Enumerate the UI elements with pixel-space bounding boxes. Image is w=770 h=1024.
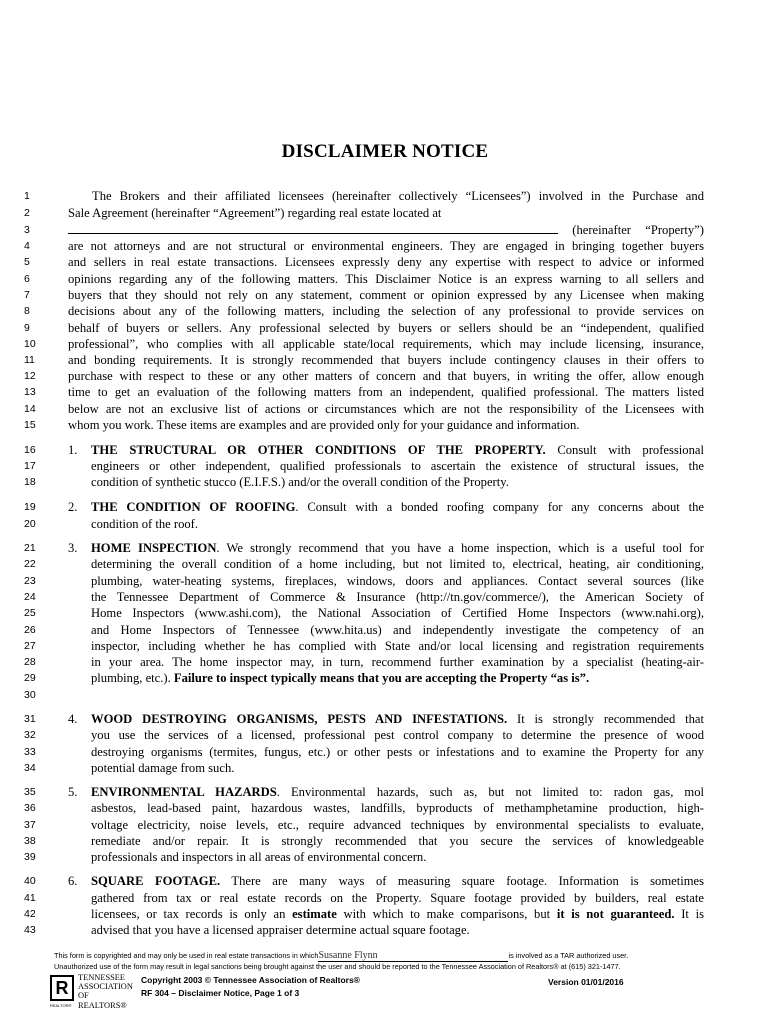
line-text: in your area. The home inspector may, in turn, recommend further examination by a specialist (heating-air-: [91, 655, 704, 669]
document-line: [0, 254, 770, 270]
line-number: 6: [24, 273, 30, 285]
document-line: [0, 670, 770, 686]
document-line: [0, 442, 770, 458]
association-line-1: TENNESSEE: [78, 973, 125, 982]
item-number: 1.: [68, 443, 78, 457]
footer-copyright-notice: [54, 950, 734, 962]
document-line: [0, 873, 770, 889]
document-line: [0, 540, 770, 556]
line-text: remediate and/or repair. It is strongly recommended that you secure the services of knowledgeable: [91, 834, 704, 848]
item-number: 2.: [68, 500, 78, 514]
document-line: [0, 654, 770, 670]
line-number: 1: [24, 190, 30, 202]
line-number: 22: [24, 558, 36, 570]
line-number: 35: [24, 786, 36, 798]
line-number: 19: [24, 501, 36, 513]
line-text: SQUARE FOOTAGE. There are many ways of measuring square footage. Information is sometimes: [91, 874, 704, 888]
line-text: asbestos, lead-based paint, hazardous wastes, landfills, byproducts of methamphetamine production, high-: [91, 801, 704, 815]
line-text: advised that you have a licensed appraiser determine actual square footage.: [91, 923, 470, 937]
line-number: 32: [24, 729, 36, 741]
form-identifier: RF 304 – Disclaimer Notice, Page 1 of 3: [141, 988, 300, 998]
line-number: 21: [24, 542, 36, 554]
line-number: 10: [24, 338, 36, 350]
line-number: 15: [24, 419, 36, 431]
line-text: time to get an evaluation of the following matters from an independent, qualified professional. The matters listed: [68, 385, 704, 399]
line-text: behalf of buyers or sellers. Any professional selected by buyers or sellers should be an “independent, qualified: [68, 321, 704, 335]
document-line: [0, 556, 770, 572]
document-line: [0, 401, 770, 417]
line-text: voltage electricity, noise levels, etc., require advanced techniques by environmental specialists to evaluate,: [91, 818, 704, 832]
line-number: 23: [24, 575, 36, 587]
line-number: 13: [24, 386, 36, 398]
line-text: plumbing, water-heating systems, fireplaces, windows, doors and appliances. Contact several sources (like: [91, 574, 704, 588]
association-name: [78, 973, 133, 1010]
line-number: 42: [24, 908, 36, 920]
line-text: professional”, who complies with all applicable state/local requirements, which may include licensing, insurance,: [68, 337, 704, 351]
line-number: 4: [24, 240, 30, 252]
document-line: [0, 800, 770, 816]
document-line: [0, 352, 770, 368]
footer-unauthorized-use: Unauthorized use of the form may result in legal sanctions being brought against the user and should be reported to the Tennessee Association of Realtors® at (615) 321-1477.: [54, 962, 621, 971]
line-text: (hereinafter “Property”): [68, 222, 704, 238]
line-text: below are not an exclusive list of actions or circumstances which are not the responsibility of the Licensees with: [68, 402, 704, 416]
line-number: 25: [24, 607, 36, 619]
document-line: [0, 573, 770, 589]
line-number: 24: [24, 591, 36, 603]
document-line: [0, 922, 770, 938]
line-text: purchase with respect to these or any other matters of concern and that buyers, in writing the offer, allow enough: [68, 369, 704, 383]
document-line: [0, 336, 770, 352]
line-text: and Home Inspectors of Tennessee (www.hita.us) and independently investigate the competency of an: [91, 623, 704, 637]
line-number: 39: [24, 851, 36, 863]
line-number: 14: [24, 403, 36, 415]
line-text: destroying organisms (termites, fungus, etc.) or other pests or infestations and to examine the Property for any: [91, 745, 704, 759]
document-line: [0, 638, 770, 654]
line-number: 34: [24, 762, 36, 774]
line-text: WOOD DESTROYING ORGANISMS, PESTS AND INFESTATIONS. It is strongly recommended that: [91, 712, 704, 726]
line-text: ENVIRONMENTAL HAZARDS. Environmental hazards, such as, but not limited to: radon gas, mol: [91, 785, 704, 799]
line-number: 41: [24, 892, 36, 904]
property-address-field[interactable]: [68, 222, 558, 234]
document-line: [0, 499, 770, 515]
document-line: [0, 287, 770, 303]
document-line: [0, 303, 770, 319]
line-number: 18: [24, 476, 36, 488]
line-text: buyers that they should not rely on any statement, comment or opinion expressed by any Licensee when making: [68, 288, 704, 302]
line-number: 28: [24, 656, 36, 668]
line-number: 5: [24, 256, 30, 268]
copyright-text: Copyright 2003 © Tennessee Association of Realtors®: [141, 975, 360, 985]
line-text: and sellers in real estate transactions. Licensees expressly deny any expertise with respect to advice or informed: [68, 255, 704, 269]
signature-name: Susanne Flynn: [318, 950, 378, 961]
document-line: [0, 622, 770, 638]
line-text: licensees, or tax records is only an estimate with which to make comparisons, but it is not guaranteed. It is: [91, 907, 704, 921]
line-text: condition of the roof.: [91, 517, 199, 531]
line-text: potential damage from such.: [91, 761, 235, 775]
line-text: plumbing, etc.). Failure to inspect typically means that you are accepting the Property “as is”.: [91, 671, 590, 685]
document-line: [0, 516, 770, 532]
line-number: 2: [24, 207, 30, 219]
document-line: [0, 368, 770, 384]
line-text: whom you work. These items are examples and are provided only for your guidance and information.: [68, 418, 580, 432]
line-number: 17: [24, 460, 36, 472]
line-number: 36: [24, 802, 36, 814]
line-number: 31: [24, 713, 36, 725]
line-number: 20: [24, 518, 36, 530]
line-text: gathered from tax or real estate records on the Property. Square footage provided by builders, real estate: [91, 891, 704, 905]
line-number: 30: [24, 689, 36, 701]
document-line: [0, 384, 770, 400]
item-number: 5.: [68, 785, 78, 799]
document-line: [0, 849, 770, 865]
document-line: [0, 238, 770, 254]
document-line: [0, 188, 770, 204]
item-number: 6.: [68, 874, 78, 888]
line-text: determining the overall condition of a home including, but not limited to, electrical, heating, air conditioning,: [91, 557, 704, 571]
document-line: [0, 458, 770, 474]
footer-line1-pre: This form is copyrighted and may only be used in real estate transactions in which: [54, 951, 319, 960]
line-number: 7: [24, 289, 30, 301]
line-number: 8: [24, 305, 30, 317]
line-number: 43: [24, 924, 36, 936]
authorized-user-signature: [318, 950, 508, 962]
line-number: 40: [24, 875, 36, 887]
line-text: The Brokers and their affiliated licensees (hereinafter collectively “Licensees”) involved in the Purchase and: [92, 189, 704, 203]
realtor-mark: REALTOR®: [50, 1003, 72, 1008]
document-line: [0, 711, 770, 727]
document-line: [0, 687, 770, 703]
line-text: THE STRUCTURAL OR OTHER CONDITIONS OF THE PROPERTY. Consult with professional: [91, 443, 704, 457]
tar-logo: [50, 973, 132, 1009]
line-text: Sale Agreement (hereinafter “Agreement”) regarding real estate located at: [68, 206, 442, 220]
line-number: 11: [24, 354, 35, 366]
line-text: are not attorneys and are not structural or environmental engineers. They are engaged in bringing together buyers: [68, 239, 704, 253]
document-line: [0, 906, 770, 922]
document-line: [0, 817, 770, 833]
document-line: [0, 417, 770, 433]
version-text: Version 01/01/2016: [548, 977, 624, 987]
realtor-r-icon: R: [50, 975, 74, 1001]
line-text: professionals and inspectors in all areas of environmental concern.: [91, 850, 427, 864]
line-text: THE CONDITION OF ROOFING. Consult with a bonded roofing company for any concerns about the: [91, 500, 705, 514]
line-number: 27: [24, 640, 36, 652]
document-line: [0, 589, 770, 605]
item-number: 4.: [68, 712, 78, 726]
line-text: inspector, including whether he has complied with State and/or local licensing and registration requirements: [91, 639, 704, 653]
document-line: [0, 890, 770, 906]
document-line: [0, 474, 770, 490]
document-line: [0, 271, 770, 287]
line-text: Home Inspectors (www.ashi.com), the National Association of Certified Home Inspectors (www.nahi.org),: [91, 606, 704, 620]
document-line: [0, 222, 770, 238]
page-title: DISCLAIMER NOTICE: [281, 141, 489, 162]
line-number: 3: [24, 224, 30, 236]
line-number: 33: [24, 746, 36, 758]
line-number: 26: [24, 624, 36, 636]
document-line: [0, 760, 770, 776]
line-number: 12: [24, 370, 36, 382]
line-text: decisions about any of the following matters, including the selection of any professional to provide services on: [68, 304, 704, 318]
line-text: you use the services of a licensed, professional pest control company to determine the presence of wood: [91, 728, 704, 742]
line-text: engineers or other independent, qualified professionals to ascertain the existence of structural issues, the: [91, 459, 704, 473]
document-line: [0, 320, 770, 336]
document-line: [0, 605, 770, 621]
line-number: 37: [24, 819, 36, 831]
line-text: HOME INSPECTION. We strongly recommend that you have a home inspection, which is a useful tool for: [91, 541, 704, 555]
association-line-3: OF REALTORS®: [78, 991, 127, 1010]
line-text: condition of synthetic stucco (E.I.F.S.) and/or the overall condition of the Property.: [91, 475, 509, 489]
line-number: 29: [24, 672, 36, 684]
item-number: 3.: [68, 541, 78, 555]
line-number: 16: [24, 444, 36, 456]
association-line-2: ASSOCIATION: [78, 982, 133, 992]
line-number: 38: [24, 835, 36, 847]
line-number: 9: [24, 322, 30, 334]
document-line: [0, 784, 770, 800]
document-line: [0, 744, 770, 760]
document-line: [0, 205, 770, 221]
line-text: the Tennessee Department of Commerce & Insurance (http://tn.gov/commerce/), the American Society of: [91, 590, 704, 604]
footer-line1-post: is involved as a TAR authorized user.: [508, 951, 629, 960]
line-text: opinions regarding any of the following matters. This Disclaimer Notice is an express warning to all sellers and: [68, 272, 704, 286]
line-text: and bonding requirements. It is strongly recommended that buyers include contingency clauses in their offers to: [68, 353, 704, 367]
document-line: [0, 833, 770, 849]
document-line: [0, 727, 770, 743]
